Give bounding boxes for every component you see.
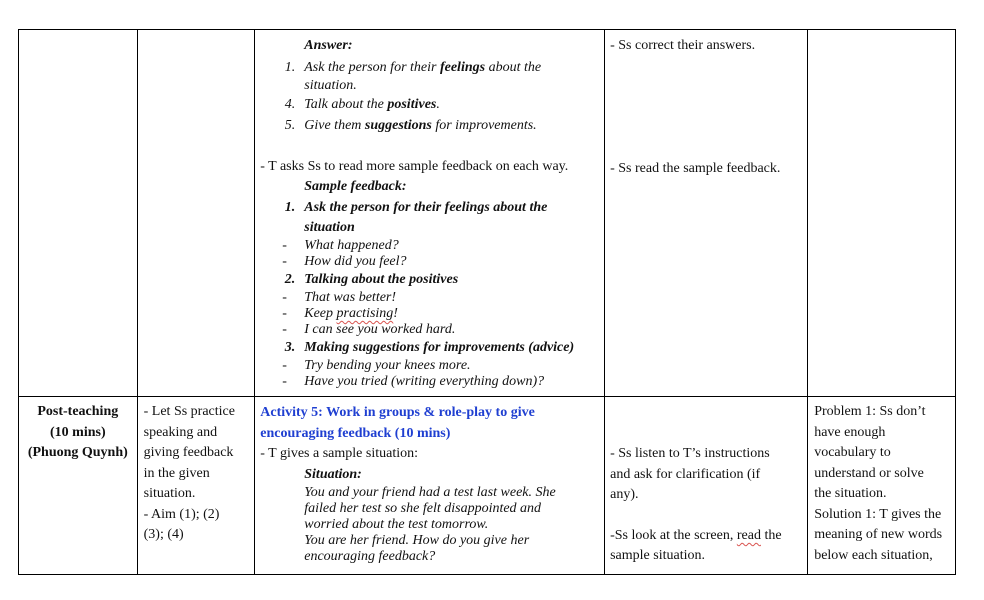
situation-line: encouraging feedback? <box>304 549 436 564</box>
solution-line: below each situation, <box>814 547 933 563</box>
student-activity-line: and ask for clarification (if <box>610 467 761 482</box>
stage-cell <box>19 397 138 575</box>
problem-line: the situation. <box>814 486 887 501</box>
stage-name: Post-teaching <box>37 404 119 419</box>
purpose-cell <box>137 397 255 575</box>
situation-line: worried about the test tomorrow. <box>304 517 489 532</box>
stage-cell-empty <box>19 30 138 397</box>
solution-line: meaning of new words <box>814 527 943 542</box>
misspelled-word: read <box>736 528 761 543</box>
activity-title-line1: Activity 5: Work in groups & role-play to give <box>260 405 535 420</box>
table-row <box>19 397 956 575</box>
stage-teacher: (Phuong Quynh) <box>27 445 128 460</box>
situation-title: Situation: <box>304 467 362 482</box>
teacher-activity-cell <box>255 397 605 575</box>
notes-cell-empty <box>808 30 956 397</box>
purpose-line: - Let Ss practice <box>143 404 235 419</box>
sample-feedback-title: Sample feedback: <box>304 179 407 194</box>
problem-solution-cell <box>808 397 956 575</box>
purpose-line: speaking and <box>143 424 218 440</box>
situation-line: You are her friend. How do you give her <box>304 533 530 548</box>
answer-title: Answer: <box>304 38 353 53</box>
student-activity-correct: - Ss correct their answers. <box>610 38 756 53</box>
student-activity-read: - Ss read the sample feedback. <box>610 161 781 176</box>
problem-line: Problem 1: Ss don’t <box>814 404 926 419</box>
situation-line: You and your friend had a test last week. She <box>304 485 556 500</box>
purpose-line: giving feedback <box>143 445 234 460</box>
student-activity-line: any). <box>610 487 639 502</box>
answer-item-1-cont: situation. <box>304 78 357 93</box>
lesson-plan-table <box>18 29 956 575</box>
purpose-cell-empty <box>137 30 255 397</box>
problem-line: understand or solve <box>814 465 924 481</box>
teacher-activity-cell: Answer: 1. Ask the person for their feelings about the situation. 4. Talk about the positives. 5. Give them suggestions for improvements. - T asks Ss to read more sample feedback on each way. Sample feedback: 1. Ask the person for their feelings about the situation - What happened? - How did you feel? 2. Talking about the positives - That was better! - Keep practising! - I can see you worked hard. 3. Making suggestions for improvements (advice) - Try bending your knees more. - Have you tried (writing everything down)? <box>255 30 605 397</box>
solution-line: Solution 1: T gives the <box>814 506 942 522</box>
purpose-line: - Aim (1); (2) <box>143 506 220 522</box>
sample-heading-1-cont: situation <box>304 220 355 235</box>
student-activity-line: sample situation. <box>610 548 705 563</box>
activity-title-line2: encouraging feedback (10 mins) <box>260 426 451 441</box>
stage-duration: (10 mins) <box>50 424 106 440</box>
misspelled-word: practising <box>336 306 394 321</box>
table-row <box>19 30 956 397</box>
teacher-gives-situation: - T gives a sample situation: <box>260 446 418 461</box>
student-activity-look: -Ss look at the screen, read the <box>610 528 782 543</box>
teacher-instruction: - T asks Ss to read more sample feedback on each way. <box>260 159 569 174</box>
problem-line: vocabulary to <box>814 445 891 460</box>
student-activity-cell <box>605 30 808 397</box>
student-activity-line: - Ss listen to T’s instructions <box>610 446 770 461</box>
purpose-line: situation. <box>143 486 196 501</box>
purpose-line: in the given <box>143 465 210 481</box>
problem-line: have enough <box>814 424 886 440</box>
purpose-line: (3); (4) <box>143 527 184 542</box>
situation-line: failed her test so she felt disappointed and <box>304 501 542 516</box>
student-activity-cell <box>605 397 808 575</box>
